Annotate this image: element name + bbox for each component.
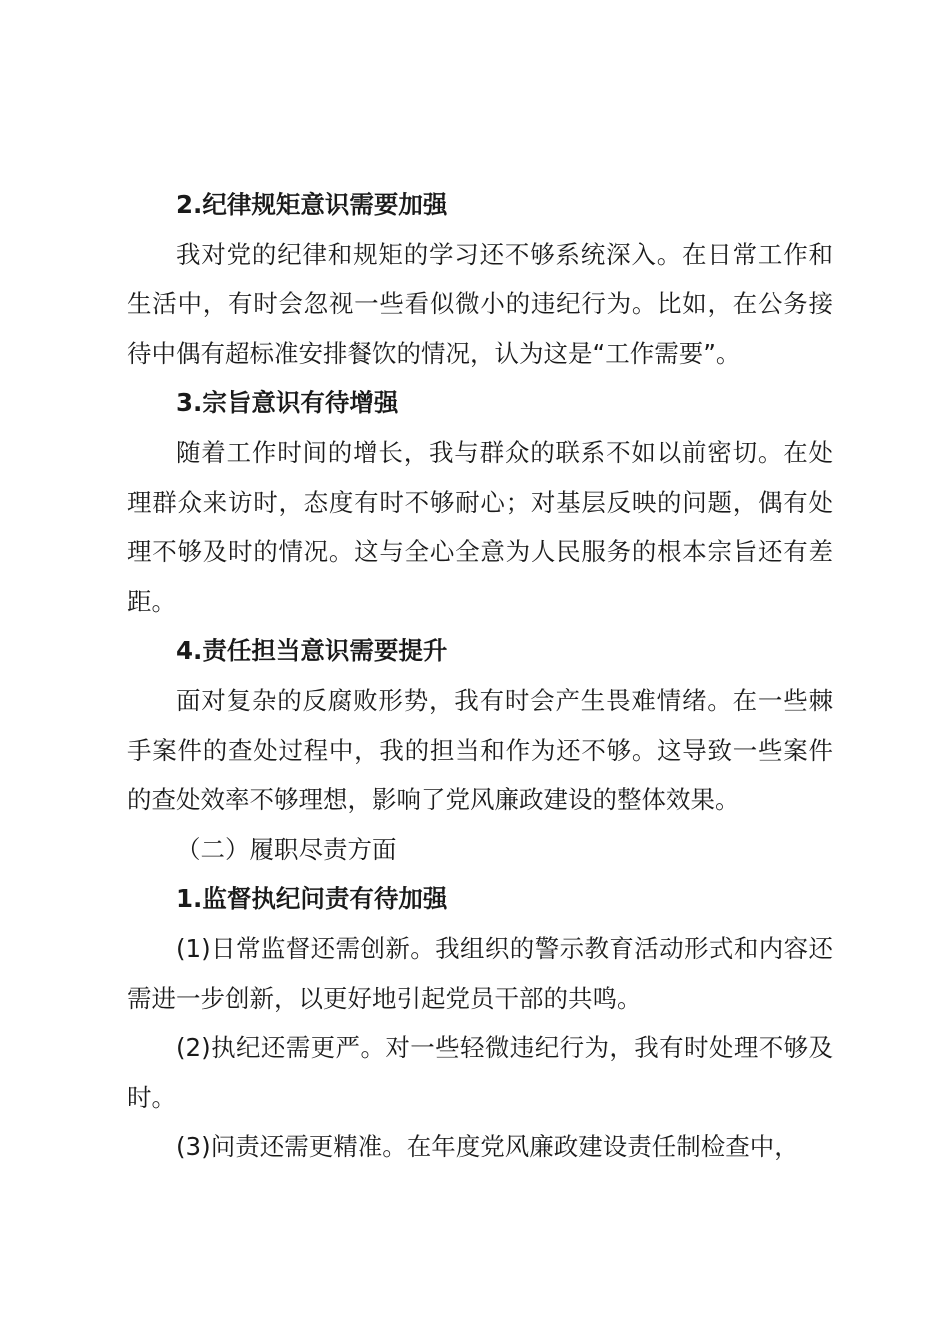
- section-heading-responsibility: 4.责任担当意识需要提升: [176, 636, 448, 666]
- paragraph-item-1: (1)日常监督还需创新。我组织的警示教育活动形式和内容还需进一步创新，以更好地引起党员干部的共鸣。: [127, 933, 833, 1013]
- section-heading-supervision: 1.监督执纪问责有待加强: [176, 884, 448, 914]
- subsection-title-duty: （二）履职尽责方面: [176, 834, 397, 864]
- document-body: [127, 180, 833, 1172]
- paragraph-purpose: 随着工作时间的增长，我与群众的联系不如以前密切。在处理群众来访时，态度有时不够耐心；对基层反映的问题，偶有处理不够及时的情况。这与全心全意为人民服务的根本宗旨还有差距。: [127, 437, 833, 616]
- paragraph-responsibility: 面对复杂的反腐败形势，我有时会产生畏难情绪。在一些棘手案件的查处过程中，我的担当和作为还不够。这导致一些案件的查处效率不够理想，影响了党风廉政建设的整体效果。: [127, 685, 833, 815]
- paragraph-item-2: (2)执纪还需更严。对一些轻微违纪行为，我有时处理不够及时。: [127, 1033, 833, 1112]
- paragraph-discipline: 我对党的纪律和规矩的学习还不够系统深入。在日常工作和生活中，有时会忽视一些看似微小的违纪行为。比如，在公务接待中偶有超标准安排餐饮的情况，认为这是“工作需要”。: [127, 239, 833, 368]
- paragraph-item-3: (3)问责还需更精准。在年度党风廉政建设责任制检查中，: [176, 1132, 799, 1162]
- section-heading-purpose: 3.宗旨意识有待增强: [176, 388, 399, 418]
- section-heading-discipline: 2.纪律规矩意识需要加强: [176, 190, 448, 219]
